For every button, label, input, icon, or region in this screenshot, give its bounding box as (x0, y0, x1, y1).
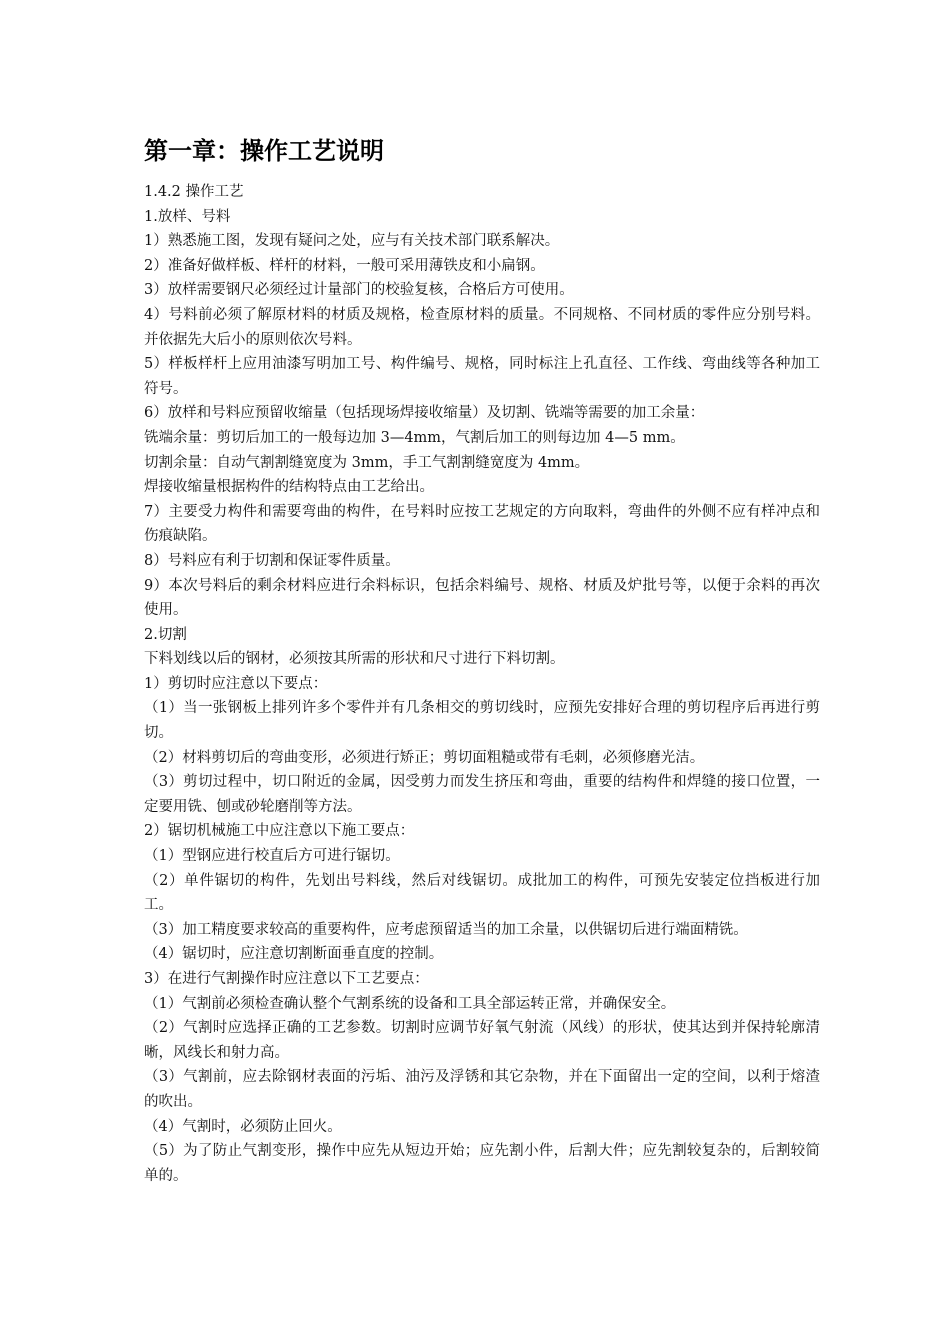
document-content (144, 134, 820, 1188)
paragraph: 1）熟悉施工图，发现有疑问之处，应与有关技术部门联系解决。 (144, 233, 560, 250)
paragraph: 2）准备好做样板、样杆的材料，一般可采用薄铁皮和小扁钢。 (144, 257, 545, 274)
paragraph: 切割余量：自动气割割缝宽度为 3mm，手工气割割缝宽度为 4mm。 (144, 454, 590, 471)
subsection-heading: 2.切割 (144, 626, 187, 643)
document-body (144, 180, 820, 1188)
paragraph: 下料划线以后的钢材，必须按其所需的形状和尺寸进行下料切割。 (144, 651, 565, 668)
paragraph: （1）型钢应进行校直后方可进行锯切。 (144, 848, 400, 865)
paragraph: （4）气割时，必须防止回火。 (144, 1118, 342, 1135)
paragraph: 4）号料前必须了解原材料的材质及规格，检查原材料的质量。不同规格、不同材质的零件应分别号料。并依据先大后小的原则依次号料。 (144, 306, 820, 348)
paragraph: 5）样板样杆上应用油漆写明加工号、构件编号、规格，同时标注上孔直径、工作线、弯曲线等各种加工符号。 (144, 356, 820, 397)
paragraph: 2）锯切机械施工中应注意以下施工要点： (144, 823, 415, 840)
paragraph: 3）在进行气割操作时应注意以下工艺要点： (144, 971, 429, 987)
paragraph: （2）材料剪切后的弯曲变形，必须进行矫正；剪切面粗糙或带有毛刺，必须修磨光洁。 (144, 749, 705, 766)
paragraph: 8）号料应有利于切割和保证零件质量。 (144, 552, 400, 569)
paragraph: （3）加工精度要求较高的重要构件，应考虑预留适当的加工余量，以供锯切后进行端面精铣。 (144, 921, 748, 938)
paragraph: 6）放样和号料应预留收缩量（包括现场焊接收缩量）及切割、铣端等需要的加工余量： (144, 405, 705, 422)
paragraph: （2）气割时应选择正确的工艺参数。切割时应调节好氧气射流（风线）的形状，使其达到并保持轮廓清晰，风线长和射力高。 (144, 1020, 820, 1061)
subsection-heading: 1.放样、号料 (144, 208, 231, 225)
chapter-title: 第一章：操作工艺说明 (144, 137, 384, 165)
paragraph: （1）当一张钢板上排列许多个零件并有几条相交的剪切线时，应预先安排好合理的剪切程序后再进行剪切。 (144, 700, 820, 742)
paragraph: 1）剪切时应注意以下要点： (144, 675, 328, 692)
paragraph: 9）本次号料后的剩余材料应进行余料标识，包括余料编号、规格、材质及炉批号等，以便于余料的再次使用。 (144, 577, 820, 619)
paragraph: 3）放样需要钢尺必须经过计量部门的校验复核，合格后方可使用。 (144, 282, 574, 299)
paragraph: 铣端余量：剪切后加工的一般每边加 3—4mm，气割后加工的则每边加 4—5 mm。 (144, 429, 685, 446)
paragraph: 7）主要受力构件和需要弯曲的构件，在号料时应按工艺规定的方向取料，弯曲件的外侧不应有样冲点和伤痕缺陷。 (144, 503, 820, 545)
paragraph: （3）气割前，应去除钢材表面的污垢、油污及浮锈和其它杂物，并在下面留出一定的空间，以利于熔渣的吹出。 (144, 1069, 820, 1110)
paragraph: （1）气割前必须检查确认整个气割系统的设备和工具全部运转正常，并确保安全。 (144, 995, 676, 1012)
paragraph: （2）单件锯切的构件，先划出号料线，然后对线锯切。成批加工的构件，可预先安装定位挡板进行加工。 (144, 872, 820, 914)
paragraph: （5）为了防止气割变形，操作中应先从短边开始；应先割小件，后割大件；应先割较复杂的，后割较简单的。 (144, 1143, 820, 1184)
section-heading: 1.4.2 操作工艺 (144, 184, 244, 200)
paragraph: 焊接收缩量根据构件的结构特点由工艺给出。 (144, 479, 434, 496)
paragraph: （4）锯切时，应注意切割断面垂直度的控制。 (144, 946, 444, 963)
paragraph: （3）剪切过程中，切口附近的金属，因受剪力而发生挤压和弯曲，重要的结构件和焊缝的接口位置，一定要用铣、刨或砂轮磨削等方法。 (144, 774, 820, 815)
